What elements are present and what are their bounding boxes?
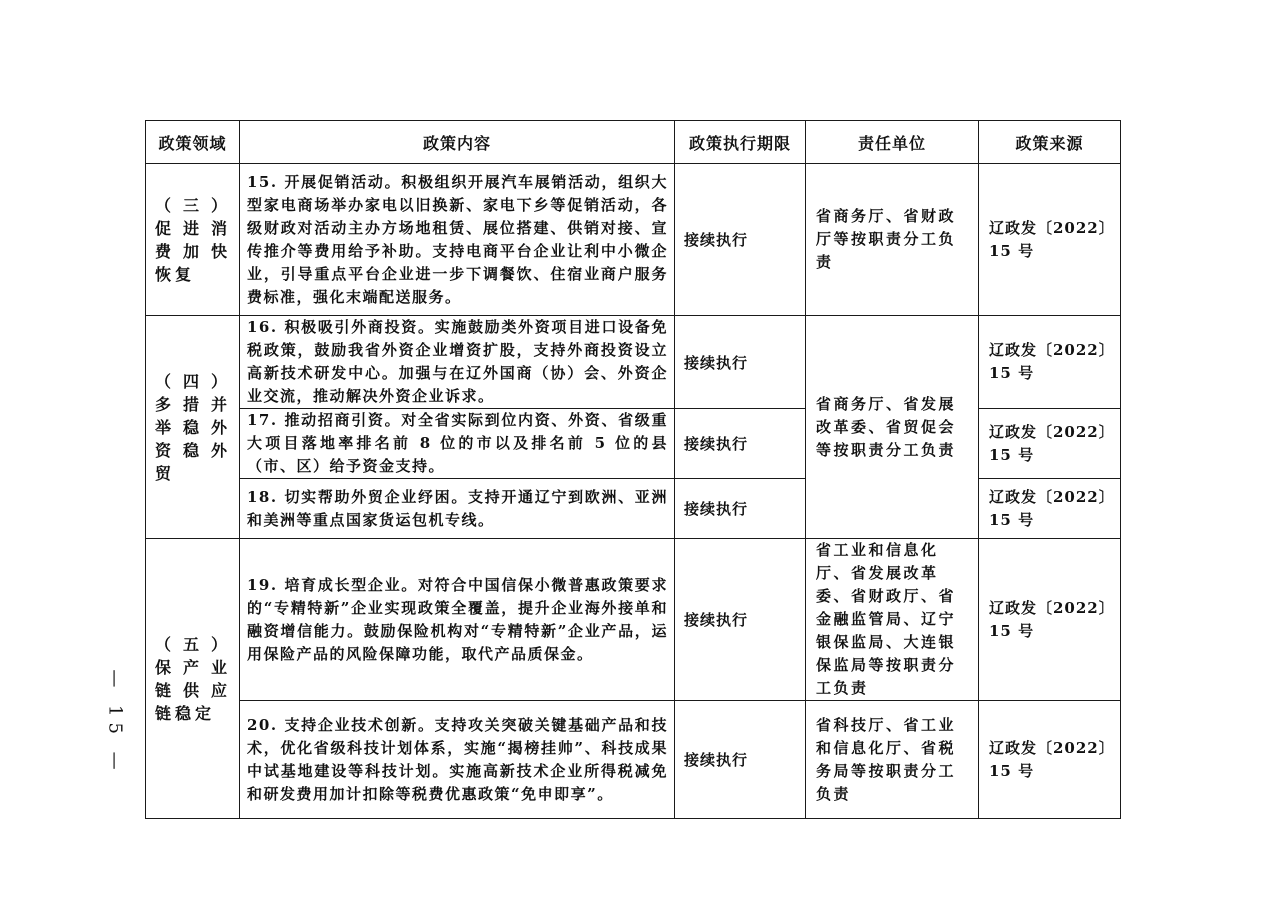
execution-period-cell: 接续执行: [675, 164, 806, 316]
table-header-row: [146, 121, 1121, 164]
policy-domain-cell: （四）多措并举稳外资稳外贸: [146, 316, 240, 539]
policy-content-cell: 19. 培育成长型企业。对符合中国信保小微普惠政策要求的“专精特新”企业实现政策全覆盖，提升企业海外接单和融资增信能力。鼓励保险机构对“专精特新”企业产品，运用保险产品的风险保障功能，取代产品质保金。: [240, 539, 675, 701]
policy-source-line2: 15 号: [989, 761, 1035, 780]
policy-content-cell: 17. 推动招商引资。对全省实际到位内资、外资、省级重大项目落地率排名前 8 位的市以及排名前 5 位的县（市、区）给予资金支持。: [240, 409, 675, 479]
execution-period-cell: 接续执行: [675, 316, 806, 409]
policy-source-cell: [979, 539, 1121, 701]
header-policy-domain: 政策领域: [146, 121, 240, 164]
header-policy-content: 政策内容: [240, 121, 675, 164]
policy-domain-cell: （五）保产业链供应链稳定: [146, 539, 240, 819]
table-row: [146, 701, 1121, 819]
execution-period-cell: 接续执行: [675, 479, 806, 539]
execution-period-cell: 接续执行: [675, 539, 806, 701]
responsible-unit-cell: 省商务厅、省财政厅等按职责分工负责: [806, 164, 979, 316]
policy-source-line2: 15 号: [989, 445, 1035, 464]
policy-source-line1: 辽政发〔2022〕: [989, 341, 1115, 359]
policy-table: [145, 120, 1121, 819]
table-row: [146, 316, 1121, 409]
policy-source-cell: [979, 701, 1121, 819]
header-policy-source: 政策来源: [979, 121, 1121, 164]
policy-source-line2: 15 号: [989, 241, 1035, 260]
policy-content-cell: 16. 积极吸引外商投资。实施鼓励类外资项目进口设备免税政策，鼓励我省外资企业增资扩股，支持外商投资设立高新技术研发中心。加强与在辽外国商（协）会、外资企业交流，推动解决外资企业诉求。: [240, 316, 675, 409]
execution-period-cell: 接续执行: [675, 701, 806, 819]
policy-source-line1: 辽政发〔2022〕: [989, 487, 1115, 506]
policy-domain-cell: （三）促进消费加快恢复: [146, 164, 240, 316]
execution-period-cell: 接续执行: [675, 409, 806, 479]
policy-source-line2: 15 号: [989, 621, 1035, 640]
policy-source-cell: [979, 479, 1121, 539]
policy-source-line1: 辽政发〔2022〕: [989, 218, 1115, 237]
policy-content-cell: 18. 切实帮助外贸企业纾困。支持开通辽宁到欧洲、亚洲和美洲等重点国家货运包机专线。: [240, 479, 675, 539]
policy-source-line1: 辽政发〔2022〕: [989, 598, 1115, 617]
policy-source-line1: 辽政发〔2022〕: [989, 738, 1115, 757]
header-execution-period: 政策执行期限: [675, 121, 806, 164]
policy-source-line1: 辽政发〔2022〕: [989, 422, 1115, 441]
table-row: [146, 539, 1121, 701]
responsible-unit-cell: 省商务厅、省发展改革委、省贸促会等按职责分工负责: [806, 316, 979, 539]
policy-source-cell: [979, 164, 1121, 316]
header-responsible-unit: 责任单位: [806, 121, 979, 164]
page-number: [101, 668, 129, 776]
policy-source-line2: 15 号: [989, 510, 1035, 529]
responsible-unit-cell: 省科技厅、省工业和信息化厅、省税务局等按职责分工负责: [806, 701, 979, 819]
policy-source-cell: [979, 409, 1121, 479]
policy-source-line2: 15 号: [989, 364, 1035, 382]
policy-content-cell: 20. 支持企业技术创新。支持攻关突破关键基础产品和技术，优化省级科技计划体系，实施“揭榜挂帅”、科技成果中试基地建设等科技计划。实施高新技术企业所得税减免和研发费用加计扣除等税费优惠政策“免申即享”。: [240, 701, 675, 819]
page-number-text: — 15 —: [104, 668, 126, 776]
responsible-unit-cell: 省工业和信息化厅、省发展改革委、省财政厅、省金融监管局、辽宁银保监局、大连银保监局等按职责分工负责: [806, 539, 979, 701]
table-row: [146, 164, 1121, 316]
policy-content-cell: 15. 开展促销活动。积极组织开展汽车展销活动，组织大型家电商场举办家电以旧换新、家电下乡等促销活动，各级财政对活动主办方场地租赁、展位搭建、供销对接、宣传推介等费用给予补助。支持电商平台企业让利中小微企业，引导重点平台企业进一步下调餐饮、住宿业商户服务费标准，强化末端配送服务。: [240, 164, 675, 316]
policy-source-cell: [979, 316, 1121, 409]
